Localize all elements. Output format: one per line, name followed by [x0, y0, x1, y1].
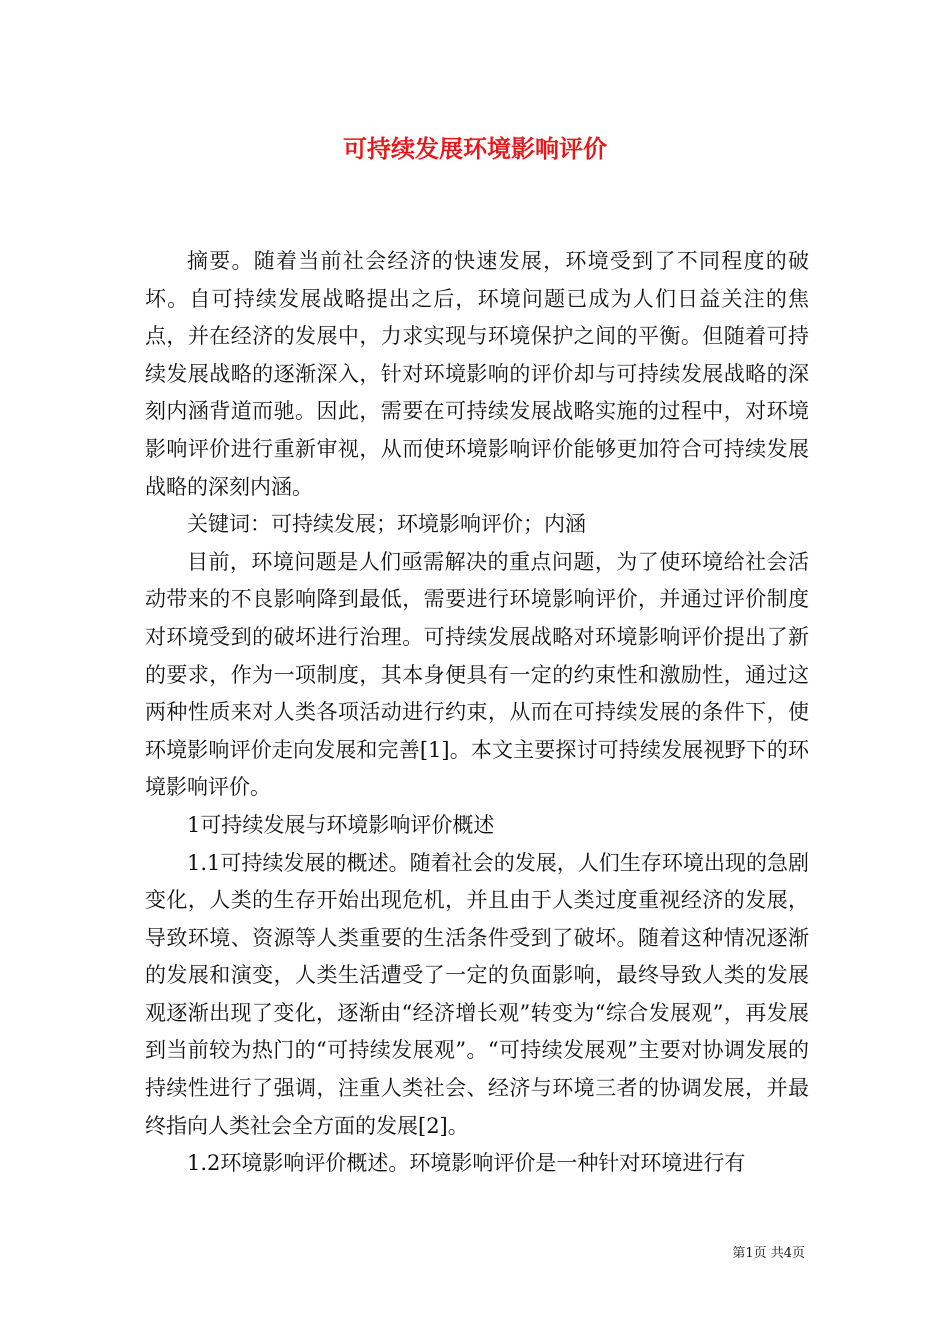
- intro-paragraph: 目前，环境问题是人们亟需解决的重点问题，为了使环境给社会活动带来的不良影响降到最低，需要进行环境影响评价，并通过评价制度对环境受到的破坏进行治理。可持续发展战略对环境影响评价提出了新的要求，作为一项制度，其本身便具有一定的约束性和激励性，通过这两种性质来对人类各项活动进行约束，从而在可持续发展的条件下，使环境影响评价走向发展和完善[1]。本文主要探讨可持续发展视野下的环境影响评价。: [145, 549, 809, 800]
- keywords-paragraph: 关键词：可持续发展；环境影响评价；内涵: [187, 512, 586, 537]
- abstract-paragraph: 摘要。随着当前社会经济的快速发展，环境受到了不同程度的破坏。自可持续发展战略提出之后，环境问题已成为人们日益关注的焦点，并在经济的发展中，力求实现与环境保护之间的平衡。但随着可持续发展战略的逐渐深入，针对环境影响的评价却与可持续发展战略的深刻内涵背道而驰。因此，需要在可持续发展战略实施的过程中，对环境影响评价进行重新审视，从而使环境影响评价能够更加符合可持续发展战略的深刻内涵。: [145, 249, 809, 499]
- section-heading-1: 1可持续发展与环境影响评价概述: [187, 812, 495, 837]
- document-title: 可持续发展环境影响评价: [343, 134, 607, 163]
- section-1-2-paragraph: 1.2环境影响评价概述。环境影响评价是一种针对环境进行有: [187, 1151, 746, 1176]
- section-1-1-paragraph: 1.1可持续发展的概述。随着社会的发展，人们生存环境出现的急剧变化，人类的生存开始出现危机，并且由于人类过度重视经济的发展，导致环境、资源等人类重要的生活条件受到了破坏。随着这种情况逐渐的发展和演变，人类生活遭受了一定的负面影响，最终导致人类的发展观逐渐出现了变化，逐渐由“经济增长观”转变为“综合发展观”，再发展到当前较为热门的“可持续发展观”。“可持续发展观”主要对协调发展的持续性进行了强调，注重人类社会、经济与环境三者的协调发展，并最终指向人类社会全方面的发展[2]。: [145, 850, 809, 1138]
- page-number-footer: 第1页 共4页: [732, 1246, 805, 1261]
- document-body: [145, 243, 809, 1183]
